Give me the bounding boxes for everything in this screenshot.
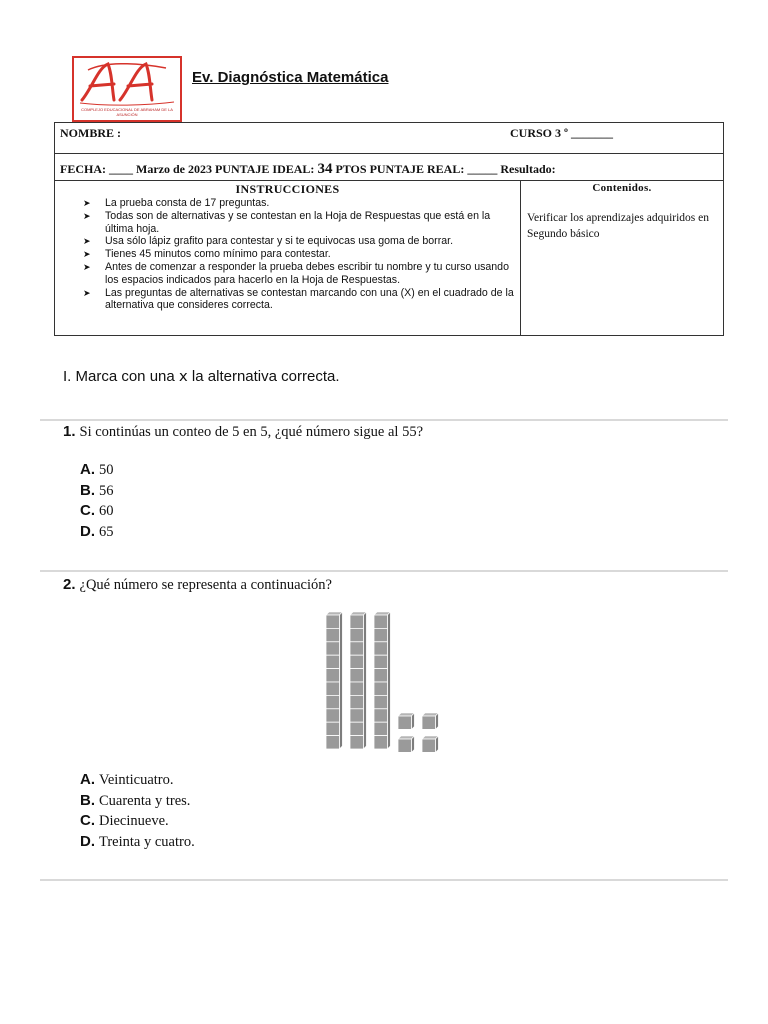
option-a[interactable]: A. 50 [80, 461, 114, 478]
instructions-list [55, 197, 520, 312]
nombre-field[interactable]: NOMBRE : [60, 126, 121, 140]
instruction-item: ➤ Todas son de alternativas y se contestan en la Hoja de Respuestas que está en la última hoja. [83, 209, 491, 235]
fecha-suffix: PTOS PUNTAJE REAL: _____ Resultado: [332, 162, 556, 176]
logo-lettering: COMPLEJO EDUCACIONAL DE ABRAHAM DE LA ASUNCIÓN [81, 107, 173, 117]
arrowhead-bullet-icon: ➤ [83, 198, 91, 208]
contents-heading: Contenidos. [592, 182, 652, 194]
fecha-score-line [60, 161, 556, 178]
option-d[interactable]: D. 65 [80, 522, 114, 540]
fecha-prefix: FECHA: ____ Marzo de 2023 PUNTAJE IDEAL: [60, 162, 318, 176]
unit-cube-block [398, 716, 411, 729]
instruction-item: ➤ La prueba consta de 17 preguntas. [83, 197, 270, 209]
option-d[interactable]: D. Treinta y cuatro. [80, 832, 195, 850]
question-1 [63, 423, 423, 441]
curso-field[interactable]: CURSO 3 º _______ [510, 126, 613, 140]
arrowhead-bullet-icon: ➤ [83, 261, 91, 272]
arrowhead-bullet-icon: ➤ [83, 236, 91, 247]
contents-panel [521, 181, 723, 335]
school-logo [72, 56, 182, 122]
divider [40, 570, 728, 572]
unit-cube-block [422, 739, 435, 752]
puntaje-ideal-value: 34 [317, 161, 333, 177]
question-2-options [80, 770, 195, 852]
question-1-options [80, 460, 114, 542]
question-text: ¿Qué número se representa a continuación? [79, 577, 332, 593]
question-2 [63, 576, 332, 594]
question-number: 1. [63, 423, 76, 440]
section-title: I. Marca con una ⅹ la alternativa correcta. [63, 368, 340, 385]
instruction-item: ➤ Las preguntas de alternativas se contestan marcando con una (X) en el cuadrado de la alternativa que consideres correcta. [83, 286, 514, 312]
contents-text: Verificar los aprendizajes adquiridos en Segundo básico [527, 212, 710, 240]
instruction-item: ➤ Antes de comenzar a responder la prueba debes escribir tu nombre y tu curso usando los espacios indicados para hacerlo en la Hoja de Respuestas. [83, 260, 509, 286]
arrowhead-bullet-icon: ➤ [83, 249, 91, 260]
arrowhead-bullet-icon: ➤ [83, 287, 91, 298]
option-b[interactable]: B. 56 [80, 481, 114, 499]
divider [40, 879, 728, 881]
divider [40, 419, 728, 421]
instructions-panel [55, 181, 521, 335]
instruction-item: ➤ Tienes 45 minutos como mínimo para contestar. [83, 248, 331, 261]
score-row [55, 154, 723, 181]
instructions-heading: INSTRUCCIONES [235, 182, 340, 196]
option-a[interactable]: A. Veinticuatro. [80, 771, 174, 788]
header-table [54, 122, 724, 336]
unit-cube-block [422, 716, 435, 729]
option-c[interactable]: C. Diecinueve. [80, 812, 169, 829]
logo-monogram-icon [74, 58, 180, 108]
document-title: Ev. Diagnóstica Matemática [192, 69, 389, 86]
base-ten-blocks-figure [322, 612, 444, 758]
option-b[interactable]: B. Cuarenta y tres. [80, 791, 191, 809]
option-c[interactable]: C. 60 [80, 502, 114, 519]
question-text: Si continúas un conteo de 5 en 5, ¿qué número sigue al 55? [79, 424, 423, 440]
instruction-item: ➤ Usa sólo lápiz grafito para contestar y si te equivocas usa goma de borrar. [83, 235, 454, 248]
student-row [55, 123, 723, 154]
unit-cube-block [398, 739, 411, 752]
arrowhead-bullet-icon: ➤ [83, 210, 91, 221]
question-number: 2. [63, 576, 76, 593]
